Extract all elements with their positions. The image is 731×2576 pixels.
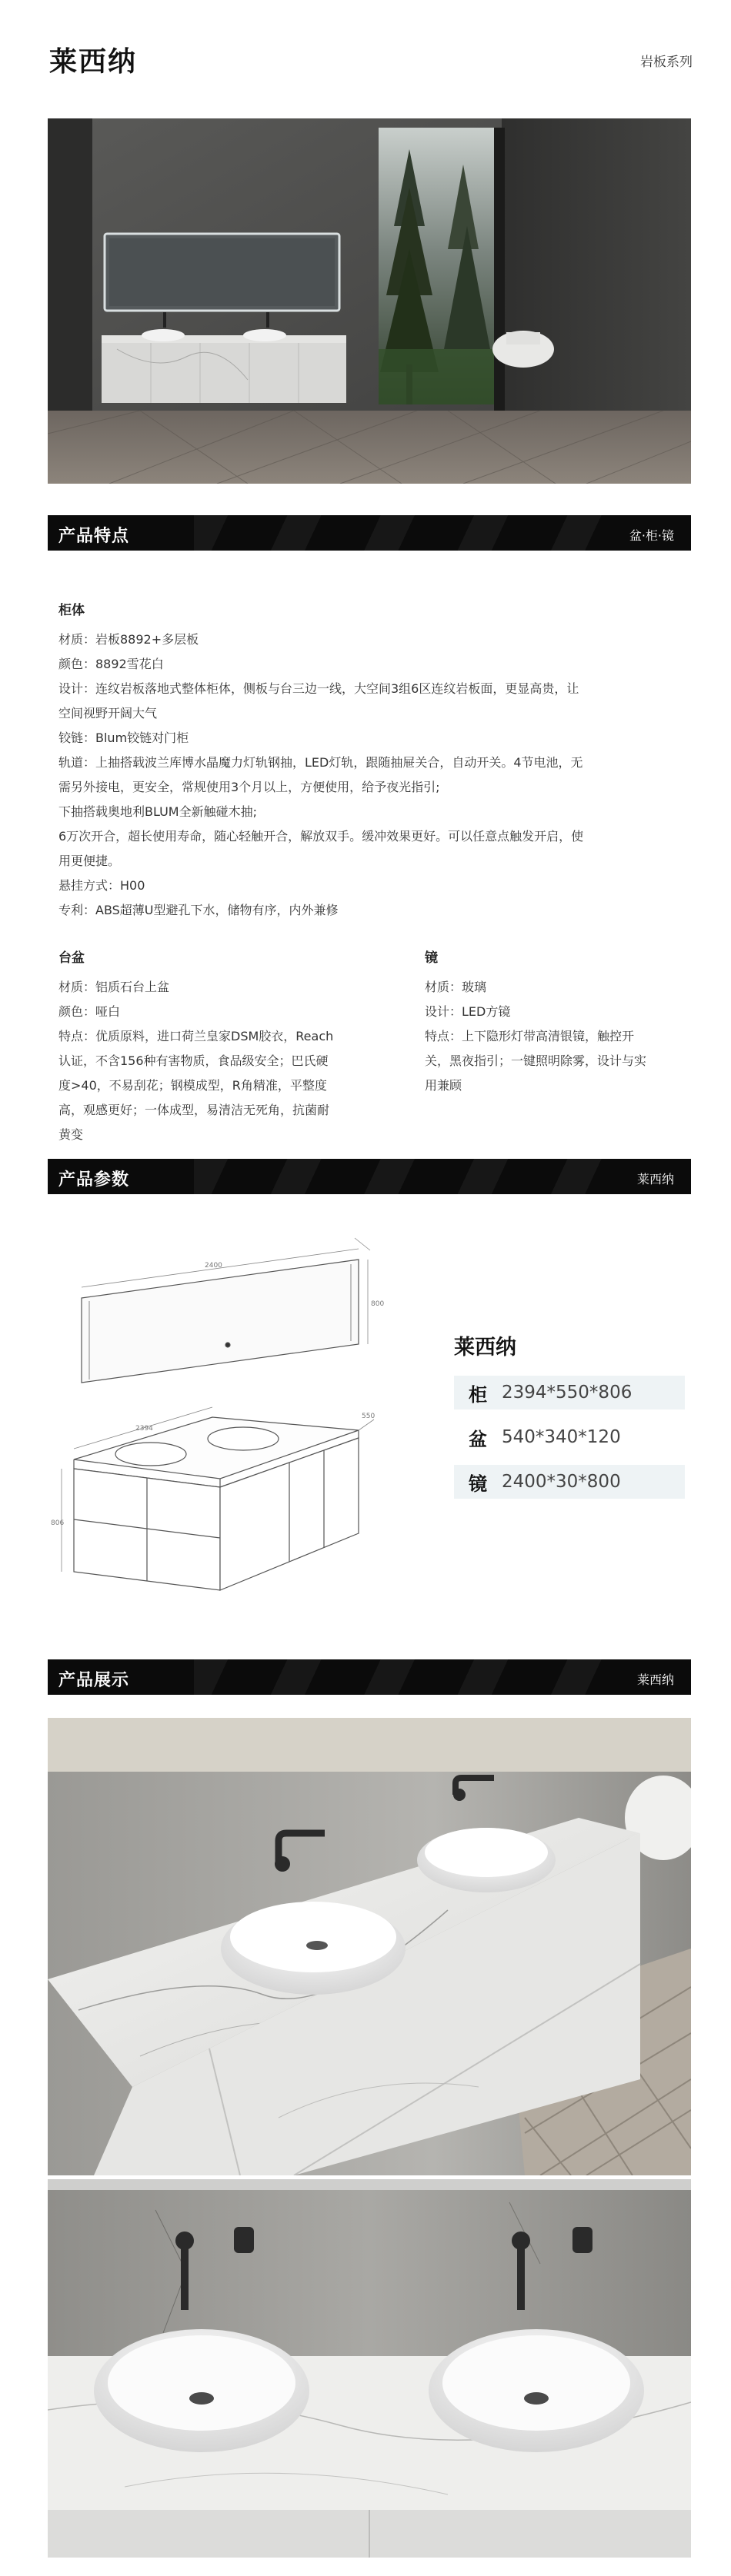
section-title: 产品特点 xyxy=(58,527,130,546)
dim-mirror-width: 2400 xyxy=(205,1262,222,1270)
mirror-line: 用兼顾 xyxy=(425,1078,462,1093)
cabinet-line: 空间视野开阔大气 xyxy=(58,706,158,721)
cabinet-line: 轨道：上抽搭载波兰库博水晶魔力灯轨钢抽，LED灯轨，跟随抽屉关合，自动开关。4节电池，无 xyxy=(58,755,583,770)
section-title: 产品展示 xyxy=(58,1671,130,1690)
spec-row-cabinet xyxy=(454,1376,685,1409)
basin-line: 颜色：哑白 xyxy=(58,1004,121,1019)
cabinet-features xyxy=(58,598,689,923)
spec-product-name: 莱西纳 xyxy=(454,1336,516,1360)
page-header xyxy=(0,0,731,108)
cabinet-line: 设计：连纹岩板落地式整体柜体，侧板与台三边一线，大空间3组6区连纹岩板面，更显高贵，让 xyxy=(58,681,579,696)
spec-value: 2394*550*806 xyxy=(502,1383,633,1403)
dim-mirror-height: 800 xyxy=(371,1300,385,1308)
cabinet-line: 需另外接电，更安全，常规使用3个月以上，方便使用，给予夜光指引; xyxy=(58,780,440,794)
basin-line: 黄变 xyxy=(58,1127,84,1142)
section-bar-params xyxy=(48,1159,691,1194)
basin-line: 材质：铝质石台上盆 xyxy=(58,980,170,994)
cabinet-line: 专利：ABS超薄U型避孔下水，储物有序，内外兼修 xyxy=(58,903,339,917)
mirror-line: 特点：上下隐形灯带高清银镜，触控开 xyxy=(425,1029,635,1043)
cabinet-line: 用更便捷。 xyxy=(58,854,121,868)
mirror-line: 关，黑夜指引；一键照明除雾，设计与实 xyxy=(425,1053,647,1068)
section-subtitle: 盆·柜·镜 xyxy=(629,528,674,543)
dim-cabinet-depth: 550 xyxy=(362,1413,376,1420)
spec-table xyxy=(454,1330,685,1509)
mirror-heading: 镜 xyxy=(425,950,438,966)
cabinet-line: 悬挂方式：H00 xyxy=(58,878,145,893)
series-label: 岩板系列 xyxy=(640,55,693,70)
cabinet-line: 材质：岩板8892+多层板 xyxy=(58,632,199,647)
basin-features xyxy=(58,946,389,1147)
basin-line: 高，观感更好；一体成型，易清洁无死角，抗菌耐 xyxy=(58,1103,330,1117)
basin-line: 度>40，不易刮花；钢模成型，R角精准，平整度 xyxy=(58,1078,327,1093)
basin-line: 认证，不含156种有害物质，食品级安全；巴氏硬 xyxy=(58,1053,329,1068)
section-bar-showcase xyxy=(48,1659,691,1695)
spec-label: 镜 xyxy=(469,1473,487,1495)
cabinet-line: 颜色：8892雪花白 xyxy=(58,657,164,671)
showcase-photo-vanity xyxy=(48,1718,691,2175)
spec-row-mirror xyxy=(454,1465,685,1499)
mirror-line: 设计：LED方镜 xyxy=(425,1004,511,1019)
spec-value: 2400*30*800 xyxy=(502,1472,621,1492)
spec-label: 盆 xyxy=(469,1428,487,1450)
cabinet-heading: 柜体 xyxy=(58,603,85,618)
basin-line: 特点：优质原料，进口荷兰皇家DSM胶衣，Reach xyxy=(58,1029,334,1043)
cabinet-line: 6万次开合，超长使用寿命，随心轻触开合，解放双手。缓冲效果更好。可以任意点触发开启，使 xyxy=(58,829,584,844)
product-title: 莱西纳 xyxy=(49,46,138,78)
spec-label: 柜 xyxy=(469,1383,487,1406)
mirror-line: 材质：玻璃 xyxy=(425,980,487,994)
dim-cabinet-width: 2394 xyxy=(135,1425,153,1433)
hero-photo xyxy=(48,118,691,484)
showcase-photo-basins xyxy=(48,2179,691,2558)
cabinet-line: 铰链：Blum铰链对门柜 xyxy=(58,731,189,745)
cabinet-line: 下抽搭载奥地利BLUM全新触碰木抽; xyxy=(58,804,258,819)
section-subtitle: 莱西纳 xyxy=(636,1672,674,1687)
section-title: 产品参数 xyxy=(58,1170,130,1190)
basin-heading: 台盆 xyxy=(58,950,85,966)
dim-cabinet-height: 806 xyxy=(51,1519,65,1527)
section-bar-features xyxy=(48,515,691,551)
spec-row-basin xyxy=(454,1420,685,1454)
technical-drawing xyxy=(51,1229,389,1607)
mirror-features xyxy=(425,946,694,1098)
section-subtitle: 莱西纳 xyxy=(636,1172,674,1186)
spec-value: 540*340*120 xyxy=(502,1427,621,1447)
